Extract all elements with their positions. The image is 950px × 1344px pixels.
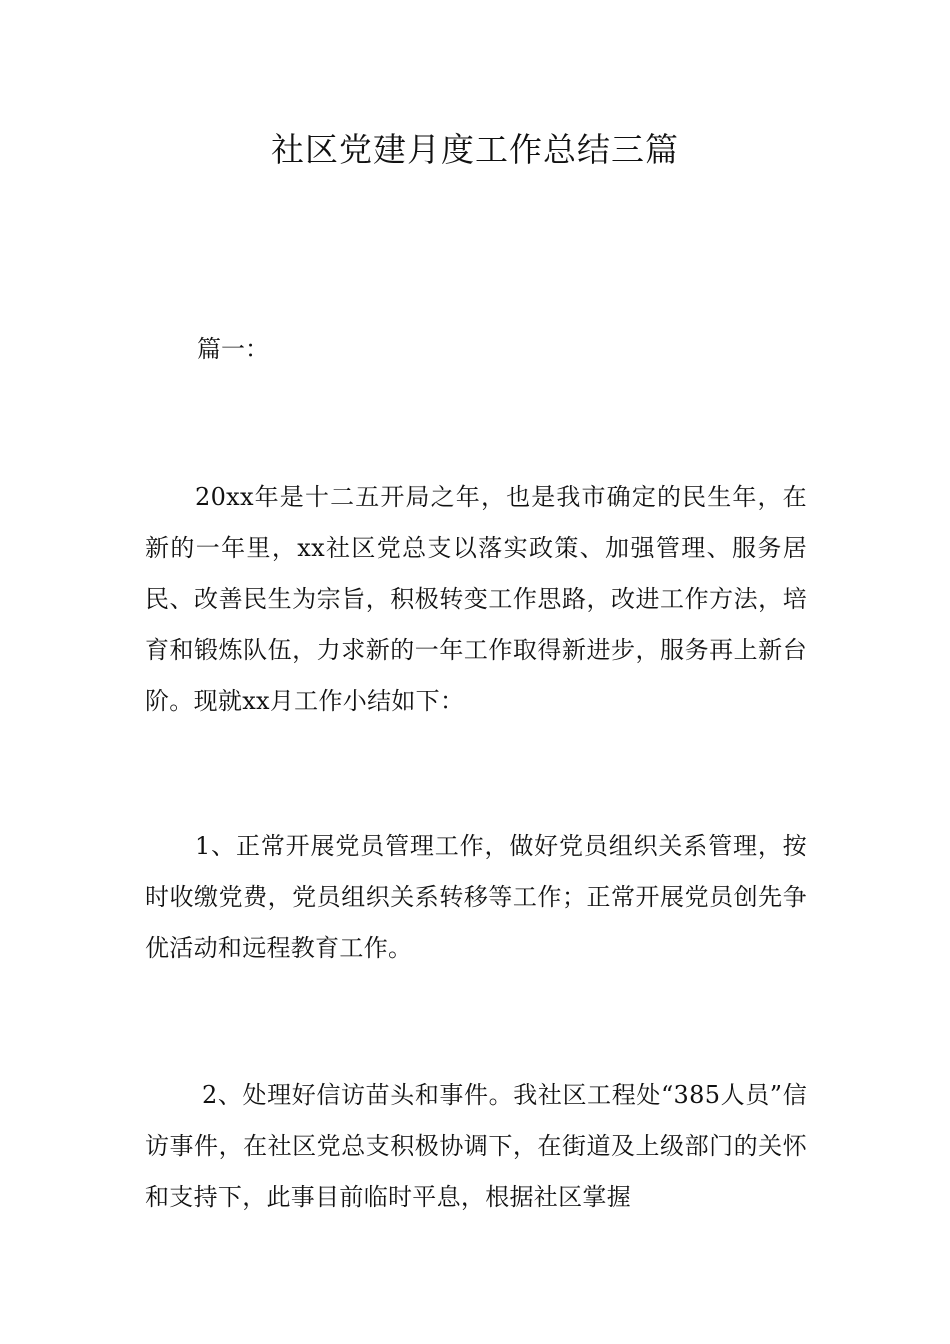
- paragraph-intro: 20xx年是十二五开局之年，也是我市确定的民生年，在新的一年里，xx社区党总支以落实政策、加强管理、服务居民、改善民生为宗旨，积极转变工作思路，改进工作方法，培育和锻炼队伍，力求新的一年工作取得新进步，服务再上新台阶。现就xx月工作小结如下：: [145, 483, 807, 715]
- section-label: 篇一：: [197, 335, 269, 363]
- paragraph-item-2: 2、处理好信访苗头和事件。我社区工程处“385人员”信访事件，在社区党总支积极协调下，在街道及上级部门的关怀和支持下，此事目前临时平息，根据社区掌握: [145, 1081, 807, 1211]
- document-title: 社区党建月度工作总结三篇: [271, 130, 679, 169]
- paragraph-item-1: 1、正常开展党员管理工作，做好党员组织关系管理，按时收缴党费，党员组织关系转移等工作；正常开展党员创先争优活动和远程教育工作。: [145, 832, 807, 962]
